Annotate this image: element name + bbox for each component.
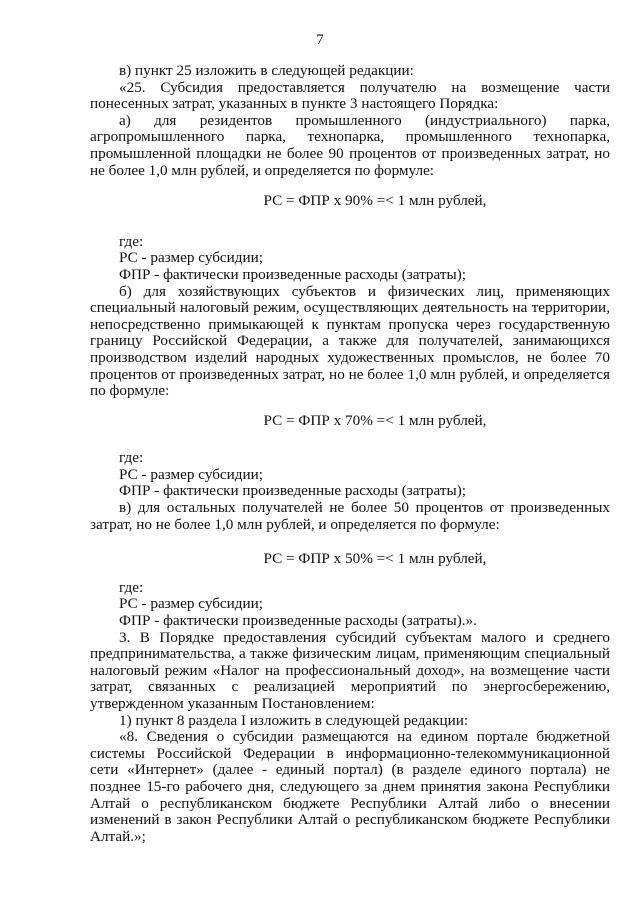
text-line: ФПР - фактически произведенные расходы (затраты).». xyxy=(119,612,477,630)
text-line: РС - размер субсидии; xyxy=(119,465,264,483)
text-line: затрат, но не более 1,0 млн рублей, и определяется по формуле: xyxy=(90,515,500,533)
text-line: ФПР - фактически произведенные расходы (затраты); xyxy=(119,482,466,500)
text-line: РС - размер субсидии; xyxy=(119,249,264,267)
text-line: «8. Сведения о субсидии размещаются на едином портале бюджетной xyxy=(119,728,610,746)
text-line: где: xyxy=(119,449,144,467)
document-body xyxy=(90,63,610,845)
section-item-3 xyxy=(90,580,610,846)
text-line: где: xyxy=(119,232,144,250)
page-number: 7 xyxy=(316,32,324,48)
text-line: РС - размер субсидии; xyxy=(119,595,264,613)
text-line: а) для резидентов промышленного (индустриального) парка, xyxy=(119,111,610,129)
text-line: позднее 15-го рабочего дня, следующего за днем принятия закона Республики xyxy=(90,777,610,795)
section-item-c xyxy=(90,450,610,533)
text-line: специальный налоговый режим, осуществляющих деятельность на территории, xyxy=(90,299,610,317)
formula-70-percent: РС = ФПР х 70% =< 1 млн рублей, xyxy=(263,411,487,429)
text-line: по формуле: xyxy=(90,382,170,400)
text-line: понесенных затрат, указанных в пункте 3 настоящего Порядка: xyxy=(90,95,499,113)
text-line: непосредственно примыкающей к пунктам пропуска через государственную xyxy=(90,315,610,333)
text-line: где: xyxy=(119,578,144,596)
text-line: налоговый режим «Налог на профессиональный доход», на возмещение части xyxy=(90,661,610,679)
text-line: утвержденном указанным Постановлением: xyxy=(90,695,375,712)
formula-90-percent: РС = ФПР х 90% =< 1 млн рублей, xyxy=(263,192,487,210)
text-line: изменений в закон Республики Алтай о республиканском бюджете Республики xyxy=(90,811,610,829)
text-line: б) для хозяйствующих субъектов и физических лиц, применяющих xyxy=(119,282,610,300)
text-line: «25. Субсидия предоставляется получателю на возмещение части xyxy=(119,78,610,96)
text-line: сети «Интернет» (далее - единый портал) (в разделе единого портала) не xyxy=(90,761,610,779)
text-line: Алтай.»; xyxy=(90,827,146,845)
text-line: не более 1,0 млн рублей, и определяется по формуле: xyxy=(90,161,435,179)
text-line: предпринимательства, а также физическим лицам, применяющим специальный xyxy=(90,645,610,663)
text-line: в) пункт 25 изложить в следующей редакции: xyxy=(119,62,414,79)
text-line: границу Российской Федерации, а также для получателей, занимающихся xyxy=(90,332,610,350)
text-line: промышленной площадки не более 90 процентов от произведенных затрат, но xyxy=(90,144,610,162)
formula-50-percent: РС = ФПР х 50% =< 1 млн рублей, xyxy=(263,550,487,568)
text-line: ФПР - фактически произведенные расходы (затраты); xyxy=(119,265,466,283)
text-line: затрат, связанных с реализацией мероприятий по энергосбережению, xyxy=(90,678,610,696)
section-item-b xyxy=(90,234,610,400)
text-line: процентов от произведенных затрат, но не более 1,0 млн рублей, и определяется xyxy=(90,365,610,383)
text-line: в) для остальных получателей не более 50 процентов от произведенных xyxy=(119,499,610,517)
text-line: 1) пункт 8 раздела I изложить в следующей редакции: xyxy=(119,711,469,729)
text-line: агропромышленного парка, технопарка, промышленного технопарка, xyxy=(90,128,610,146)
section-item-25 xyxy=(90,63,610,179)
text-line: производством изделий народных художественных промыслов, не более 70 xyxy=(90,348,610,366)
text-line: 3. В Порядке предоставления субсидий субъектам малого и среднего xyxy=(119,628,610,646)
text-line: Алтай о республиканском бюджете Республики Алтай либо о внесении xyxy=(90,794,610,812)
text-line: системы Российской Федерации в информационно-телекоммуникационной xyxy=(90,744,610,762)
